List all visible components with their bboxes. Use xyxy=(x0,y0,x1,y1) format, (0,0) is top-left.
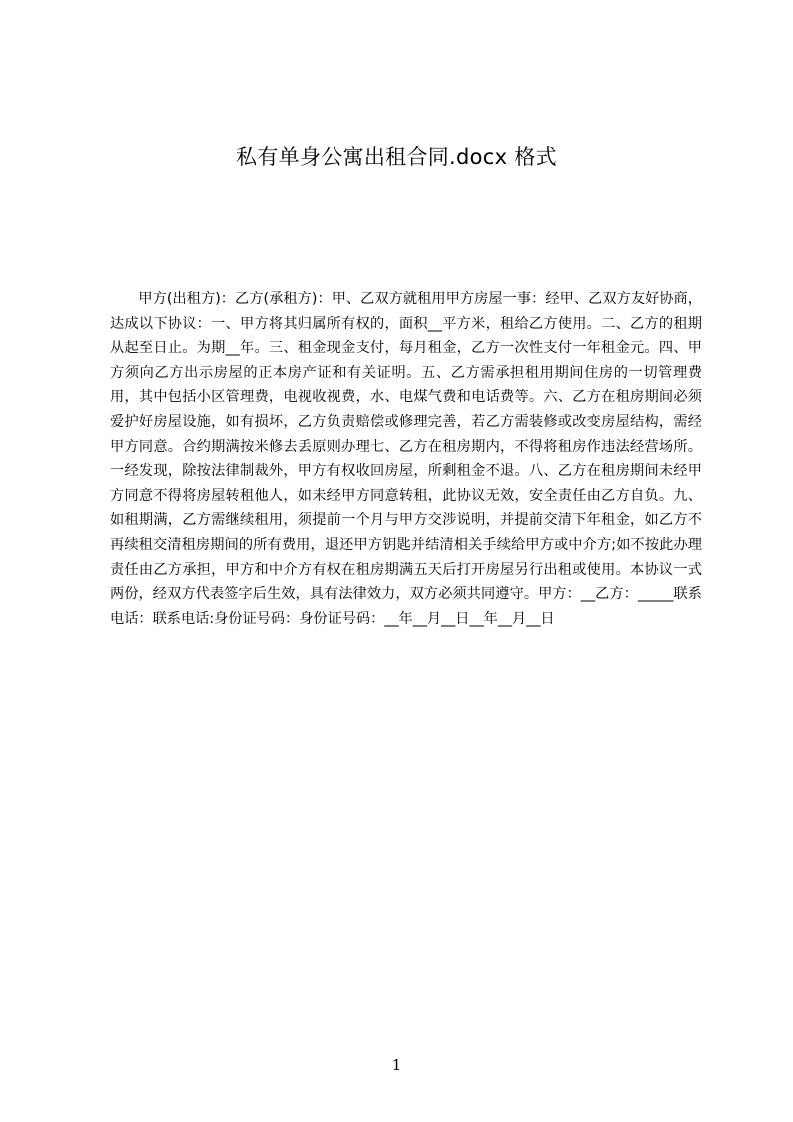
document-title: 私有单身公寓出租合同.docx 格式 xyxy=(236,145,557,169)
contract-body-paragraph: 甲方(出租方)：乙方(承租方)：甲、乙双方就租用甲方房屋一事：经甲、乙双方友好协商，达成以下协议：一、甲方将其归属所有权的，面积__平方米，租给乙方使用。二、乙方的租期从起至日止。为期__年。三、租金现金支付，每月租金，乙方一次性支付一年租金元。四、甲方须向乙方出示房屋的正本房产证和有关证明。五、乙方需承担租用期间住房的一切管理费用，其中包括小区管理费，电视收视费，水、电煤气费和电话费等。六、乙方在租房期间必须爱护好房屋设施，如有损坏，乙方负责赔偿或修理完善，若乙方需装修或改变房屋结构，需经甲方同意。合约期满按米修去丢原则办理七、乙方在租房期内，不得将租房作违法经营场所。一经发现，除按法律制裁外，甲方有权收回房屋，所剩租金不退。八、乙方在租房期间未经甲方同意不得将房屋转租他人，如未经甲方同意转租，此协议无效，安全责任由乙方自负。九、如租期满，乙方需继续租用，须提前一个月与甲方交涉说明，并提前交清下年租金，如乙方不再续租交清租房期间的所有费用，退还甲方钥匙并结清相关手续给甲方或中介方;如不按此办理责任由乙方承担，甲方和中介方有权在租房期满五天后打开房屋另行出租或使用。本协议一式两份，经双方代表签字后生效，具有法律效力，双方必须共同遵守。甲方：__乙方：_____联系电话：联系电话:身份证号码：身份证号码：__年__月__日__年__月__日 xyxy=(110,291,702,627)
page-number: 1 xyxy=(391,1056,402,1074)
